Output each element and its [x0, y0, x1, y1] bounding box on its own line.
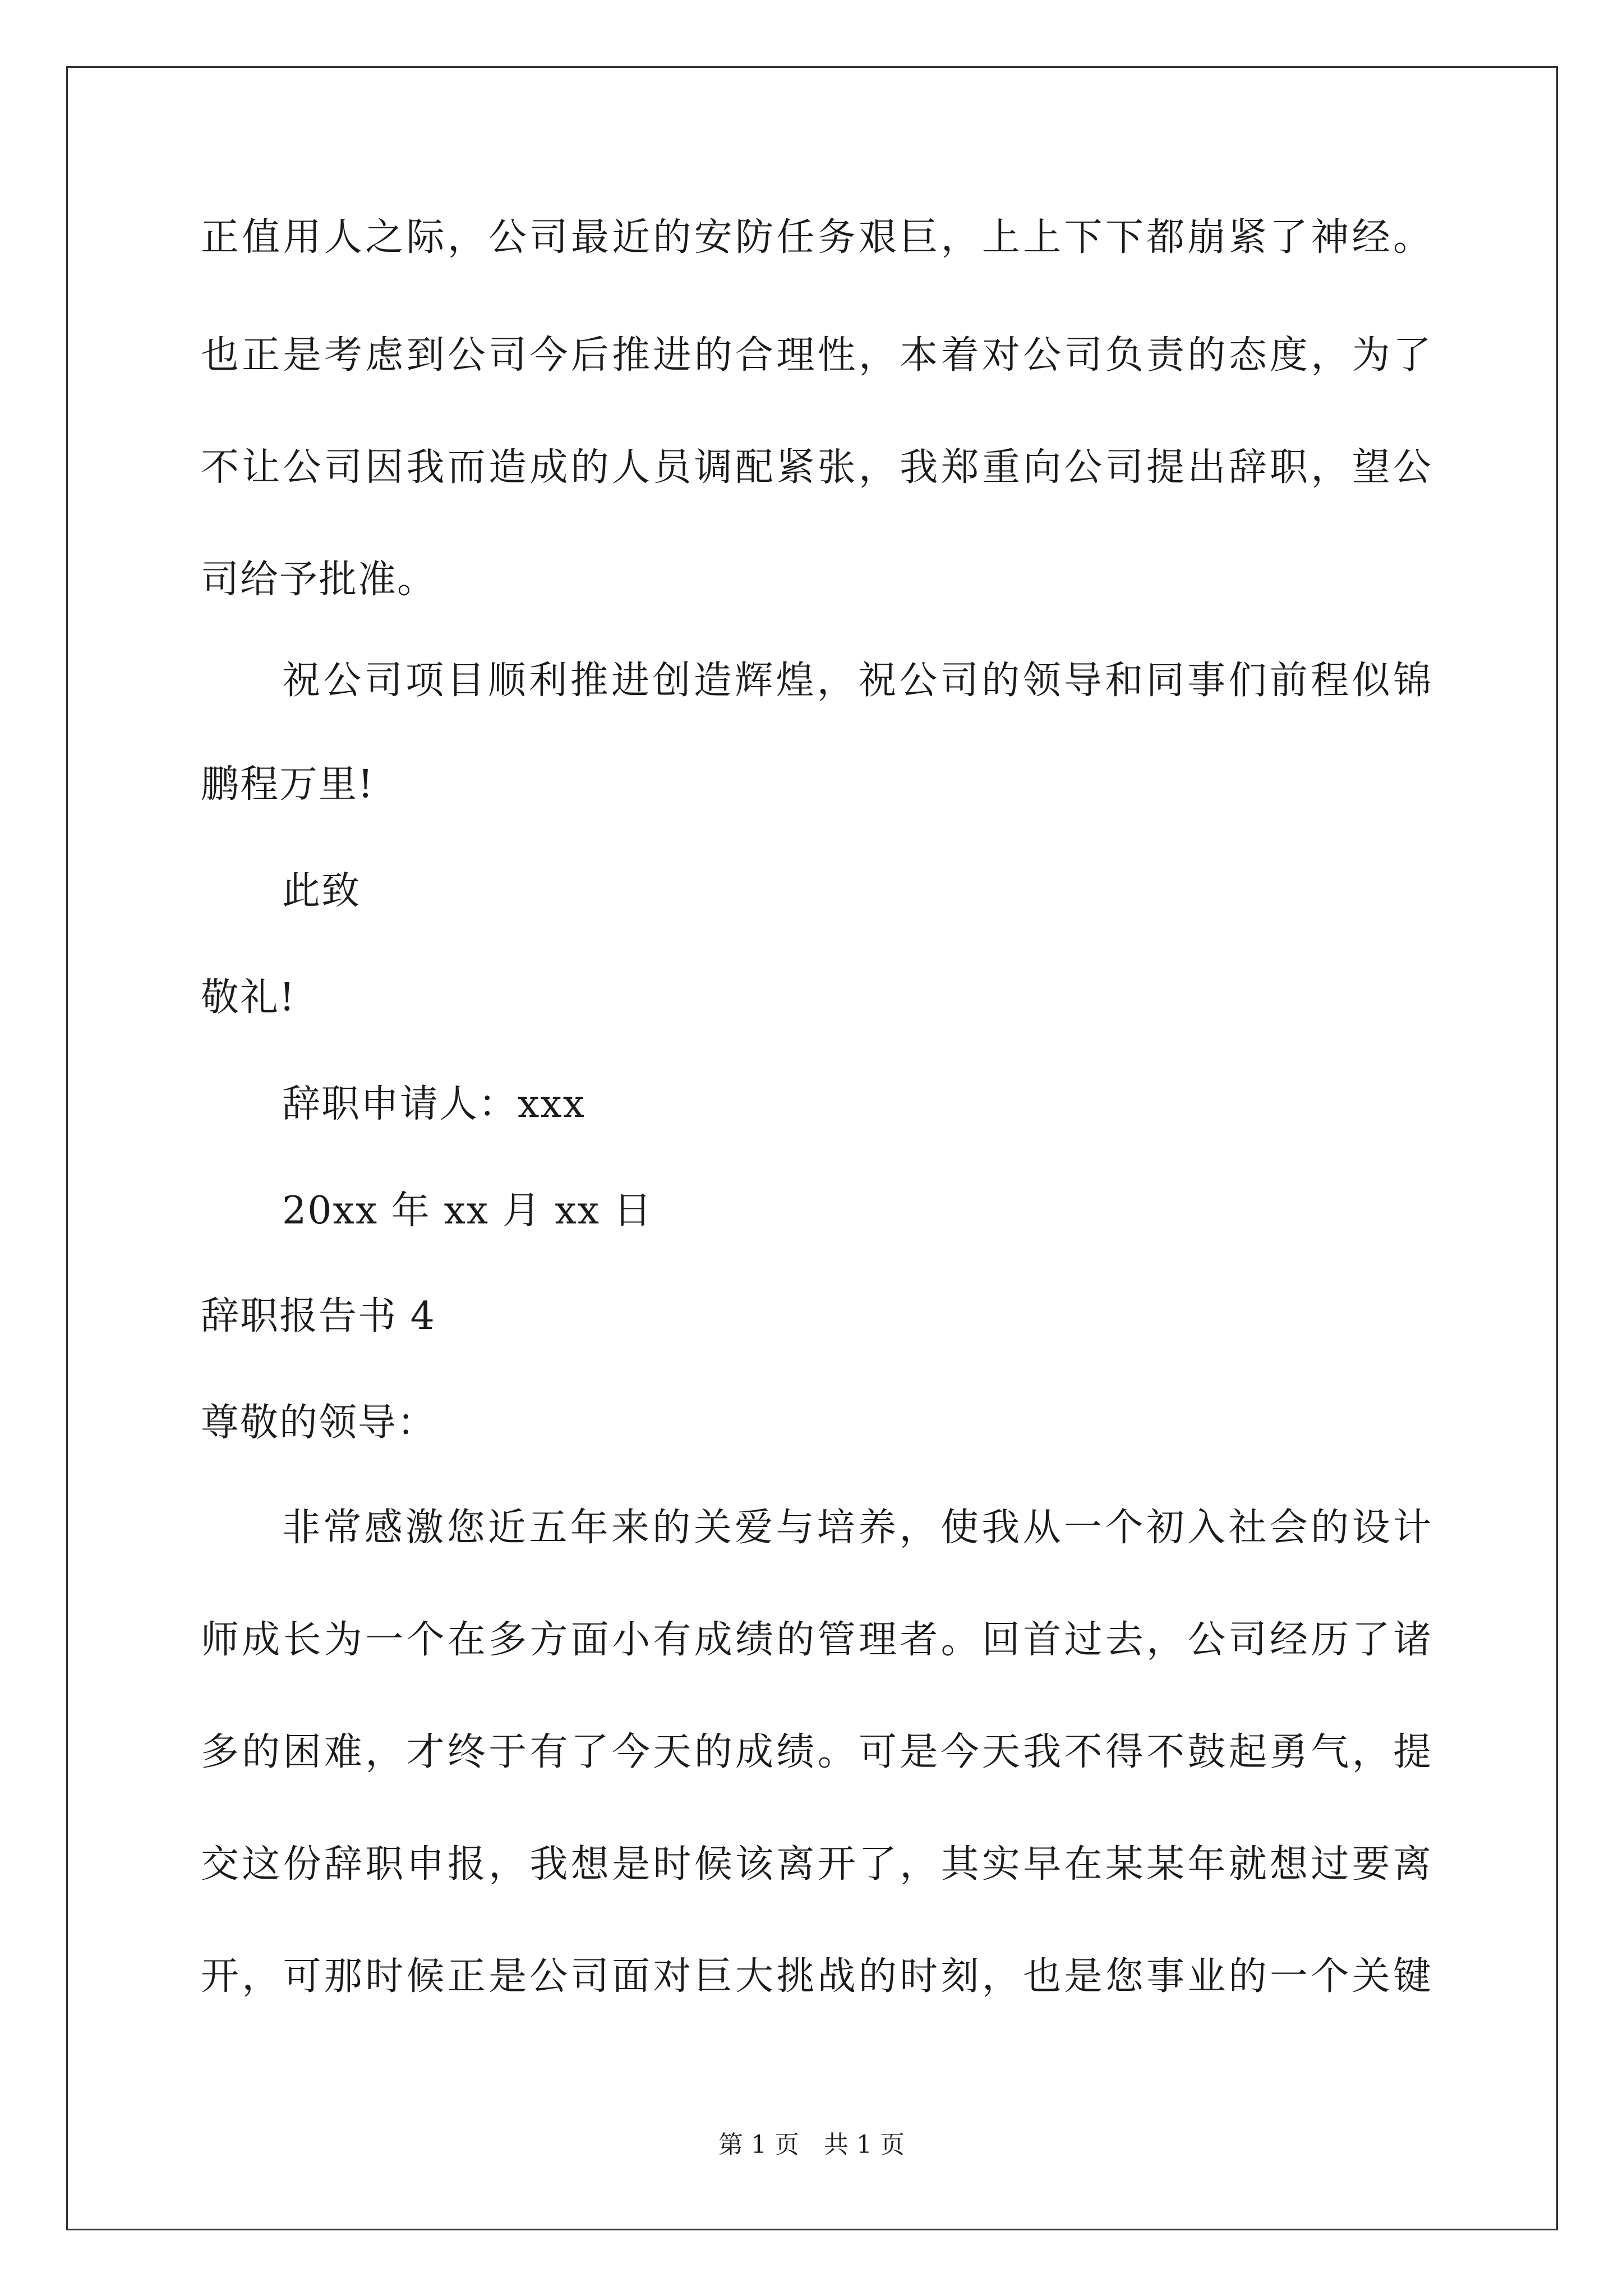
greeting: 尊敬的领导： — [201, 1401, 437, 1445]
body-line: 不让公司因我而造成的人员调配紧张，我郑重向公司提出辞职，望公 — [201, 445, 1432, 490]
body-line: 鹏程万里! — [201, 762, 375, 807]
closing-regards: 敬礼! — [201, 976, 296, 1020]
page-number: 第 1 页 — [718, 2131, 799, 2159]
body-line: 正值用人之际，公司最近的安防任务艰巨，上上下下都崩紧了神经。 — [201, 215, 1432, 260]
letter-date: 20xx 年 xx 月 xx 日 — [282, 1189, 653, 1233]
page-total: 共 1 页 — [824, 2131, 905, 2159]
body-line: 师成长为一个在多方面小有成绩的管理者。回首过去，公司经历了诸 — [201, 1618, 1432, 1662]
body-line: 也正是考虑到公司今后推进的合理性，本着对公司负责的态度，为了 — [201, 333, 1432, 378]
closing-salutation: 此致 — [282, 869, 361, 913]
page-frame — [66, 66, 1558, 2230]
section-title: 辞职报告书 4 — [201, 1294, 436, 1338]
page-footer — [0, 2133, 1623, 2157]
body-line: 交这份辞职申报，我想是时候该离开了，其实早在某某年就想过要离 — [201, 1842, 1432, 1887]
body-line: 司给予批准。 — [201, 558, 437, 602]
body-line: 开，可那时候正是公司面对巨大挑战的时刻，也是您事业的一个关键 — [201, 1954, 1432, 1999]
applicant-signature: 辞职申请人：xxx — [282, 1082, 586, 1126]
body-line: 祝公司项目顺利推进创造辉煌，祝公司的领导和同事们前程似锦 — [282, 659, 1432, 703]
body-line: 非常感激您近五年来的关爱与培养，使我从一个初入社会的设计 — [282, 1506, 1432, 1550]
body-line: 多的困难，才终于有了今天的成绩。可是今天我不得不鼓起勇气，提 — [201, 1730, 1432, 1774]
